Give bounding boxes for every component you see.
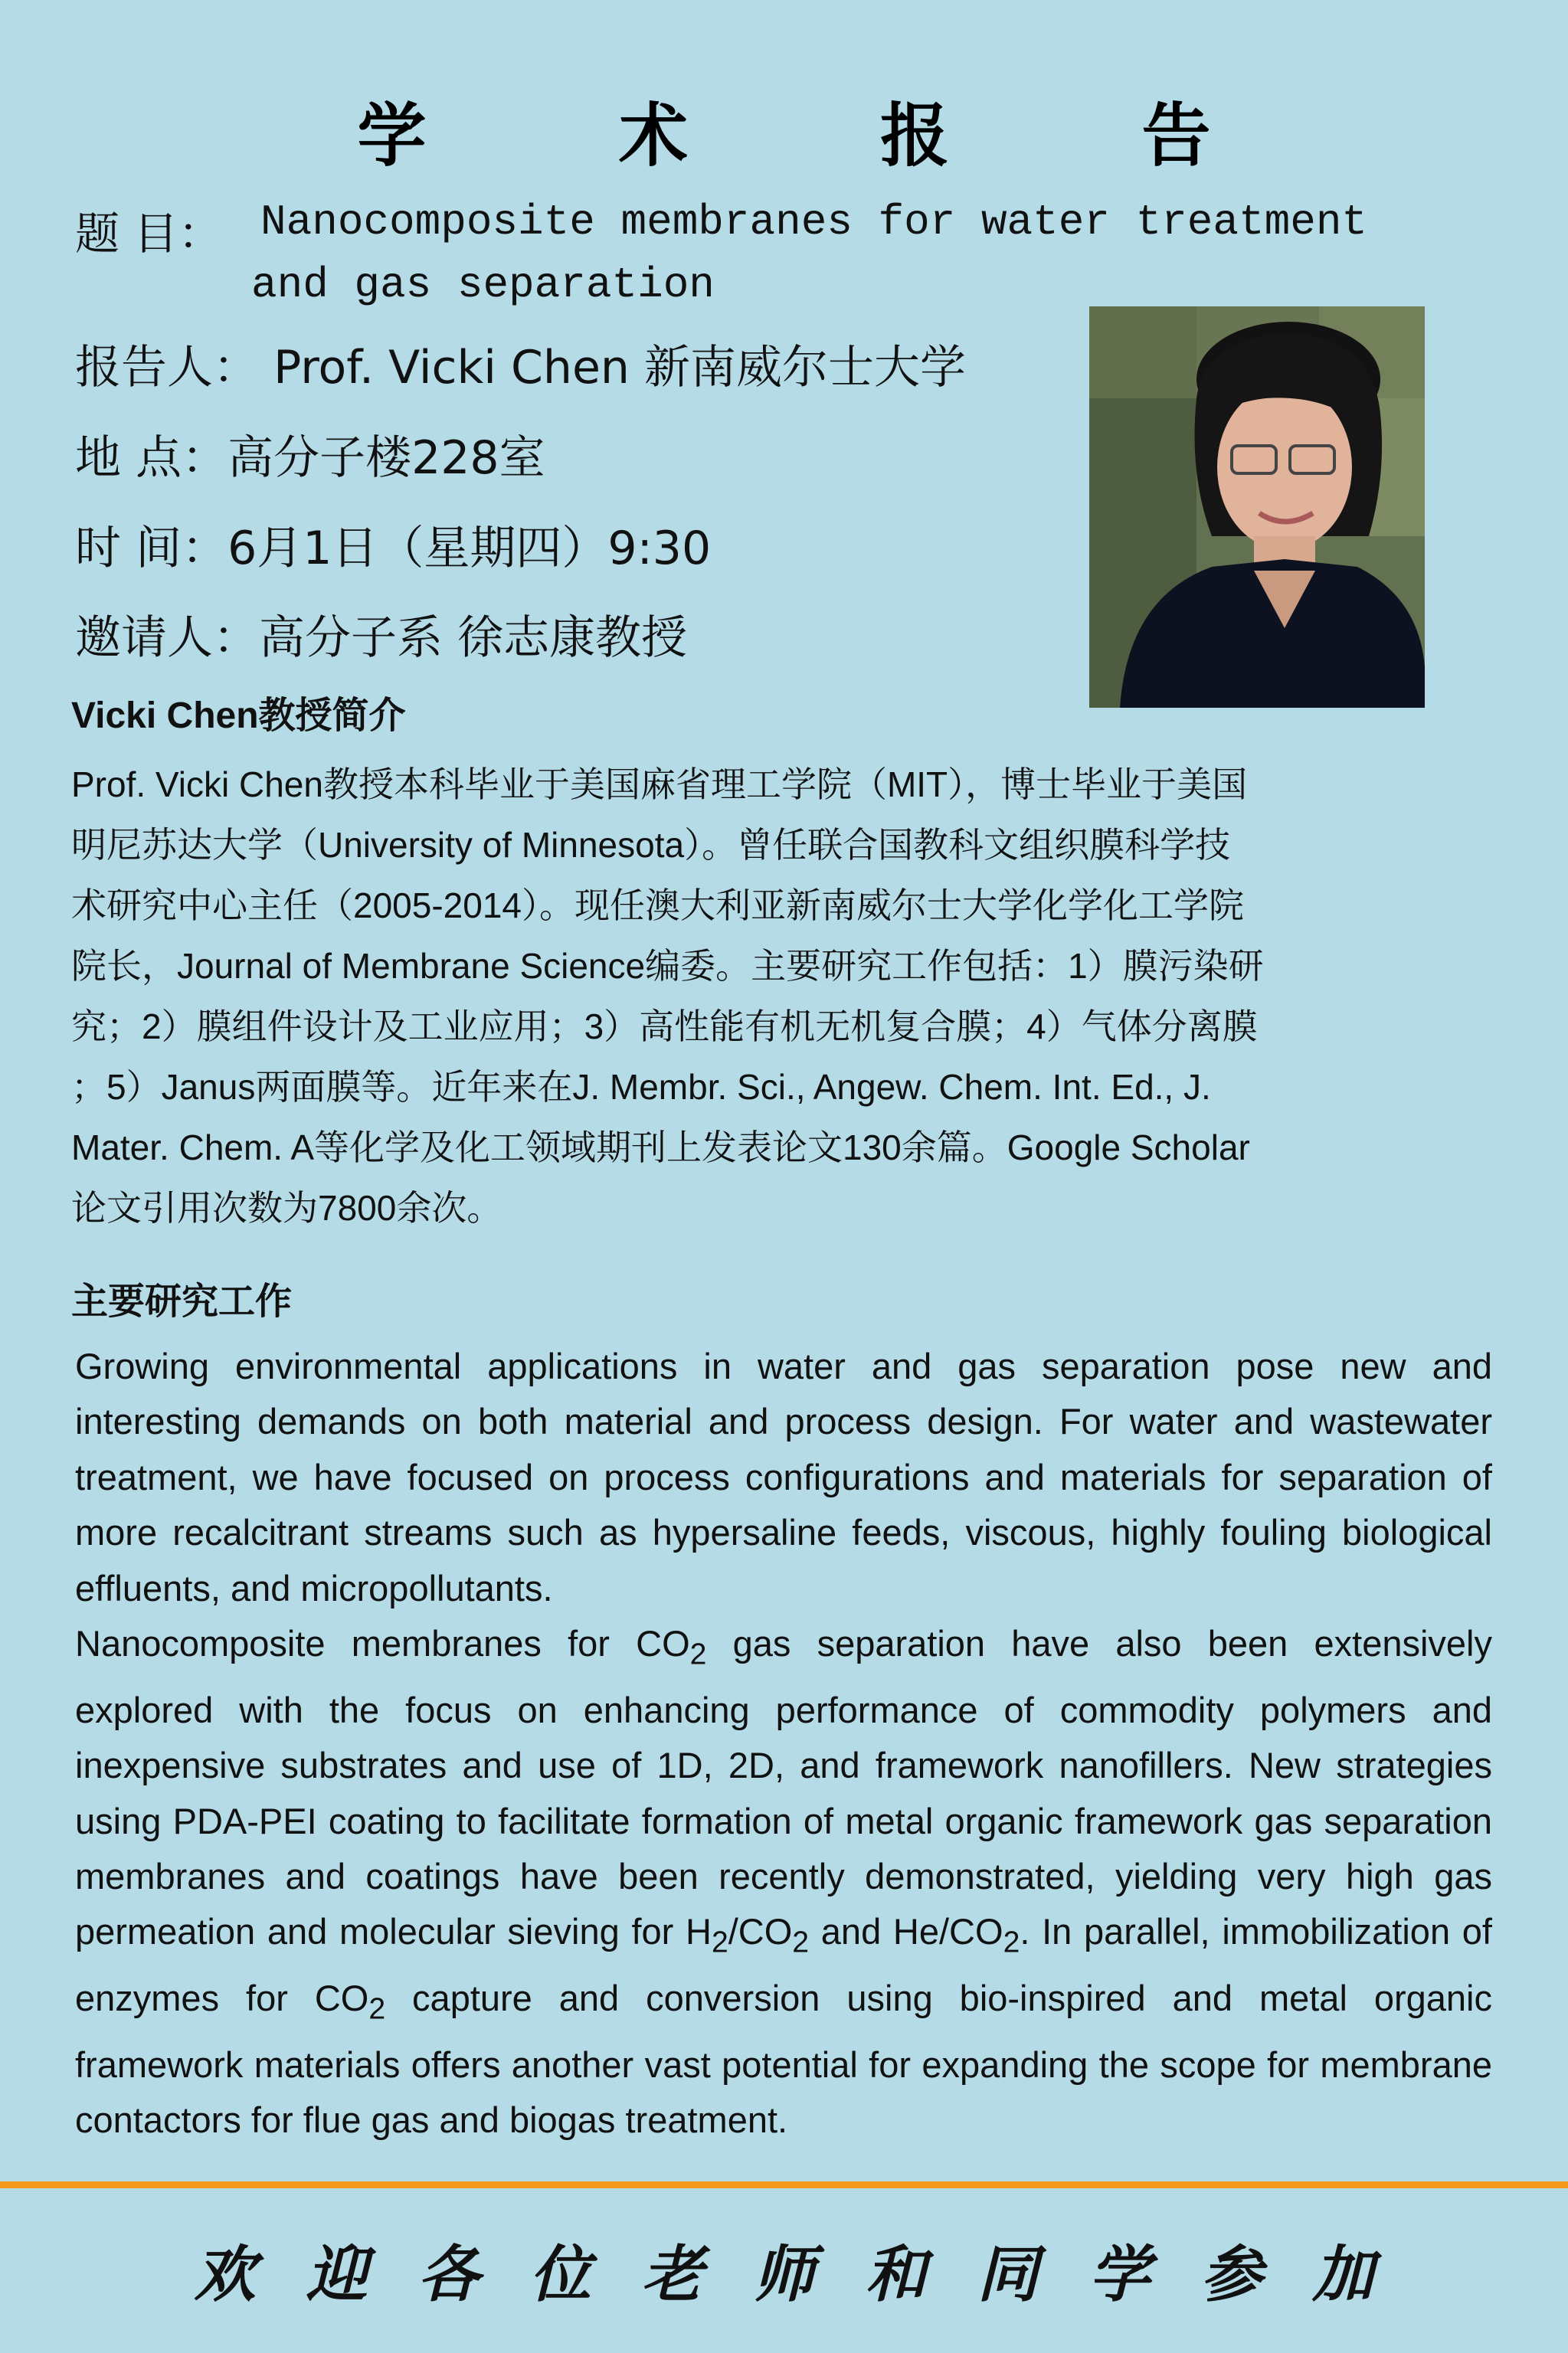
topic-label: 题 目： [75,208,223,260]
bio-line: Mater. Chem. A等化学及化工领域期刊上发表论文130余篇。Google Scholar [71,1127,1250,1167]
bio-heading: Vicki Chen教授简介 [71,695,406,736]
bio-line: Prof. Vicki Chen教授本科毕业于美国麻省理工学院（MIT），博士毕业于美国 [71,764,1248,804]
topic-line-1: Nanocomposite membranes for water treatment [260,198,1368,247]
time-line: 时 间：6月1日（星期四）9:30 [75,522,712,575]
bio-line: 究；2）膜组件设计及工业应用；3）高性能有机无机复合膜；4）气体分离膜 [71,1006,1258,1046]
poster-title: 学 术 报 告 [357,95,1295,176]
bio-line: 明尼苏达大学（University of Minnesota）。曾任联合国教科文组织膜科学技 [71,825,1231,865]
bio-text [71,754,1458,1239]
research-heading: 主要研究工作 [71,1281,293,1322]
research-text [75,1339,1492,2148]
topic-line-2: and gas separation [251,260,715,309]
bio-line: 术研究中心主任（2005-2014）。现任澳大利亚新南威尔士大学化学化工学院 [71,885,1244,925]
speaker-photo [1089,306,1425,708]
research-paragraph-2: Nanocomposite membranes for $CO_2$ gas separation have also been extensively explored with the focus on enhancing performance of commodity polymers and inexpensive substrates and use of 1D, 2D, and framework nanofillers. New strategies using PDA-PEI coating to facilitate formation of metal organic framework gas separation membranes and coatings have been recently demonstrated, yielding very high gas permeation and molecular sieving for $H_2/CO_2$ and $He/CO_2$. In parallel, immobilization of enzymes for $CO_2$ capture and conversion using bio-inspired and metal organic framework materials offers another vast potential for expanding the scope for membrane contactors for flue gas and biogas treatment. [75,1623,1492,2141]
place-line: 地 点：高分子楼228室 [75,431,545,485]
divider-line [0,2181,1568,2188]
bio-line: 论文引用次数为7800余次。 [71,1188,502,1228]
speaker-line: 报告人： Prof. Vicki Chen 新南威尔士大学 [75,341,966,394]
research-paragraph-1: Growing environmental applications in water and gas separation pose new and interesting demands on both material and process design. For water and wastewater treatment, we have focused on process configurations and materials for separation of more recalcitrant streams such as hypersaline feeds, viscous, highly fouling biological effluents, and micropollutants. [75,1346,1492,1608]
inviter-line: 邀请人：高分子系 徐志康教授 [75,611,688,665]
footer-welcome: 欢迎各位老师和同学参加 [194,2238,1425,2310]
bio-line: 院长，Journal of Membrane Science编委。主要研究工作包括：1）膜污染研 [71,946,1264,986]
bio-line: ；5）Janus两面膜等。近年来在J. Membr. Sci., Angew. Chem. Int. Ed., J. [71,1067,1211,1107]
